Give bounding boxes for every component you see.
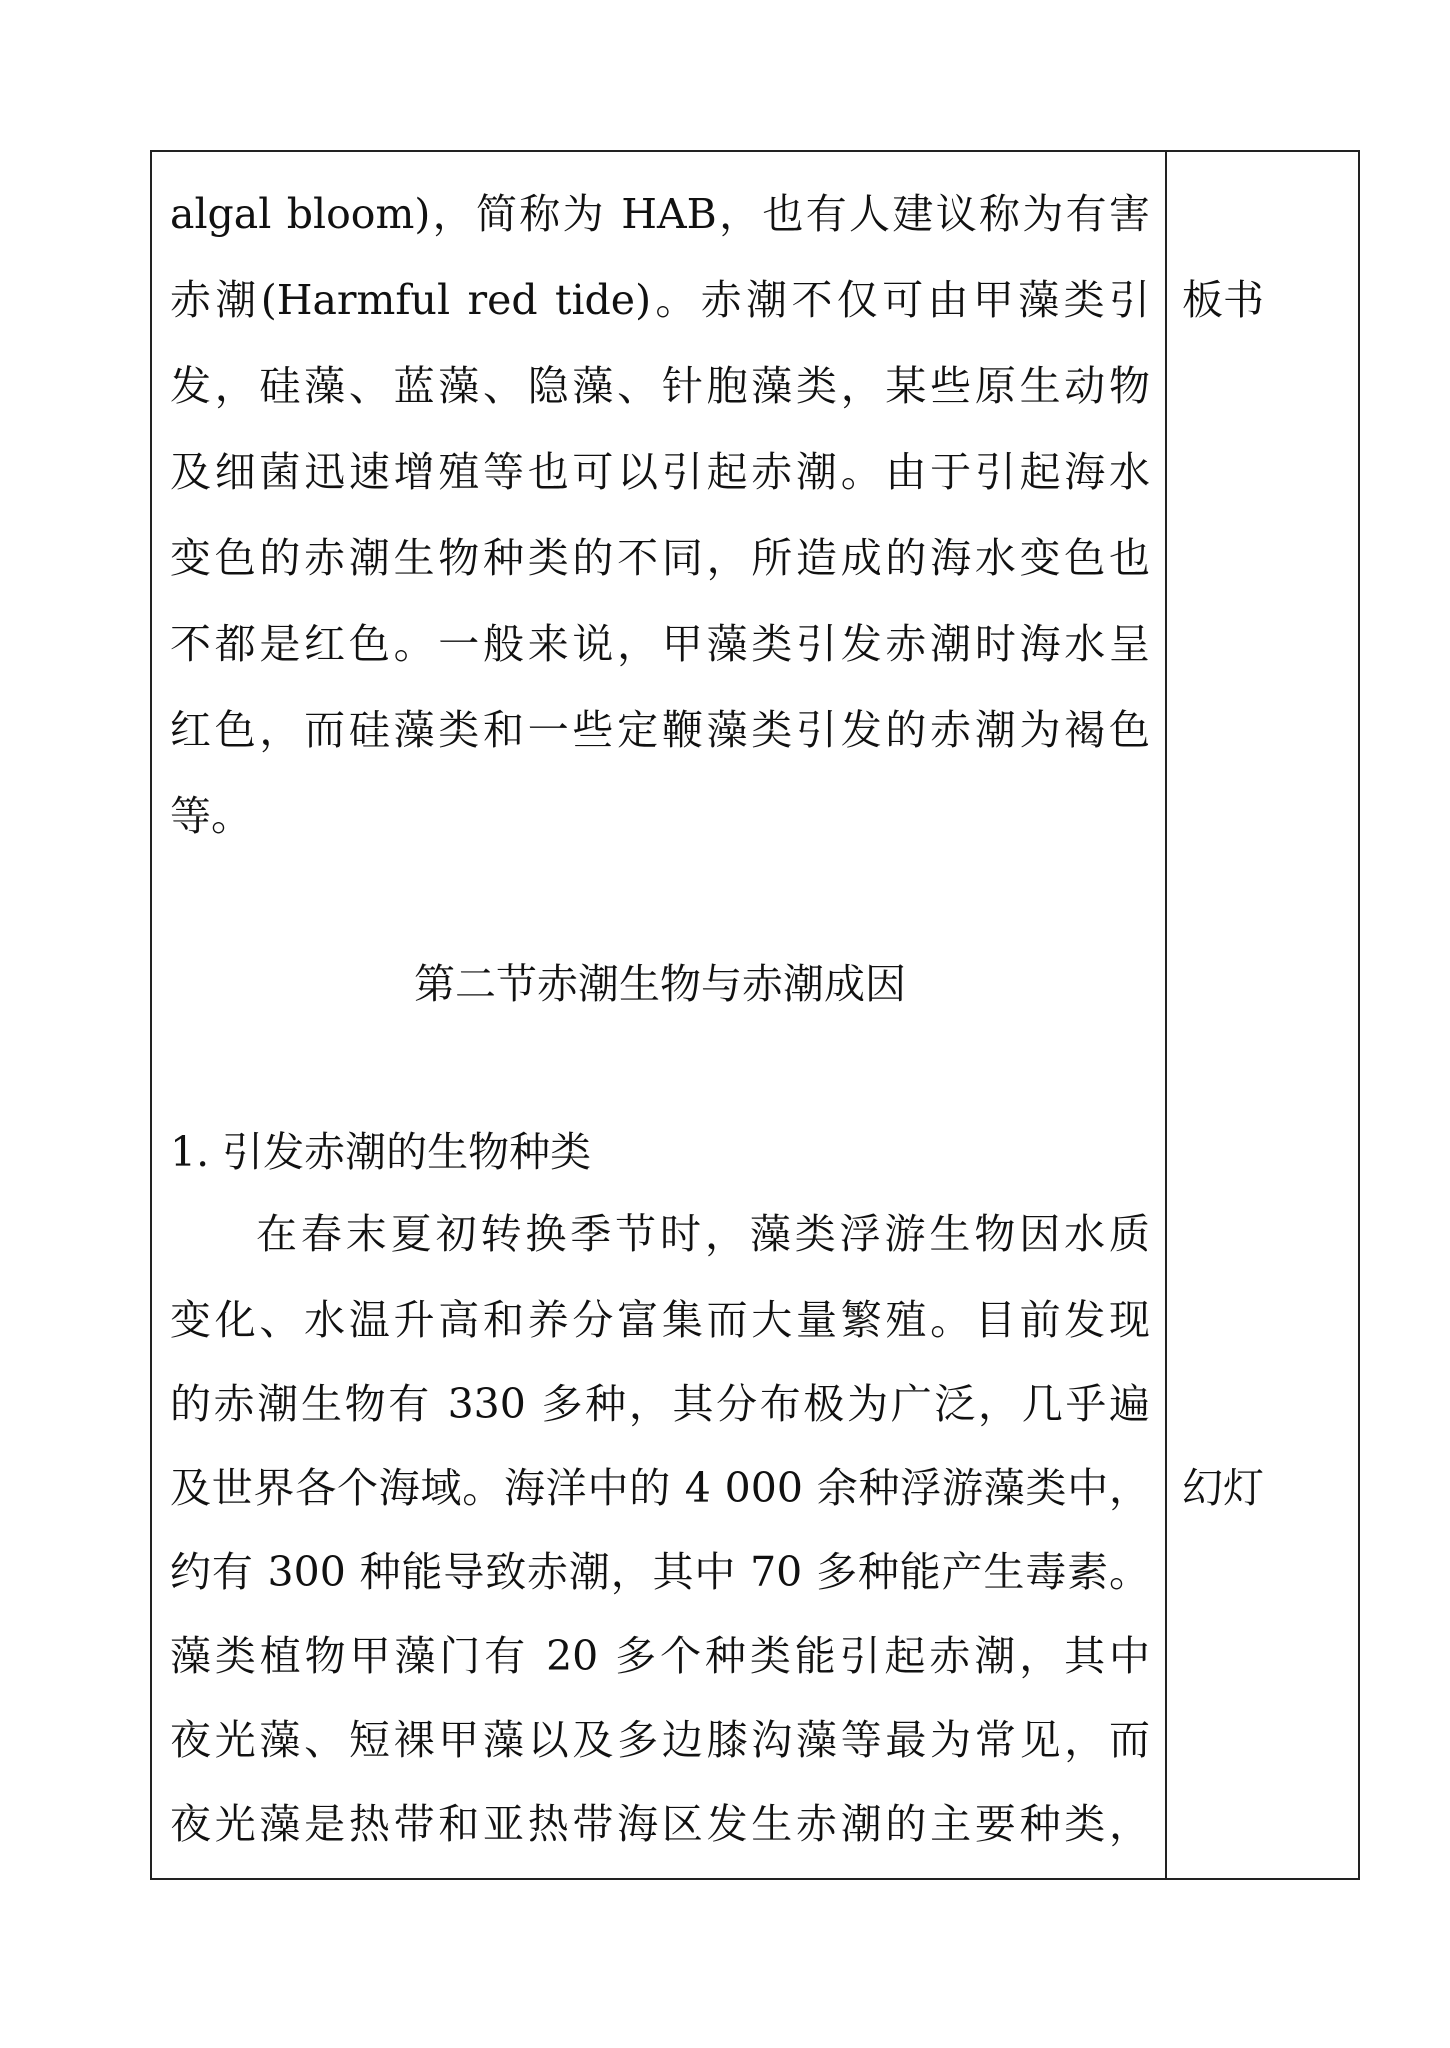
para2-line-5: 约有 300 种能导致赤潮，其中 70 多种能产生毒素。 xyxy=(170,1548,1150,1596)
para1-line-8: 等。 xyxy=(170,792,252,840)
para2-line-8: 夜光藻是热带和亚热带海区发生赤潮的主要种类， xyxy=(170,1800,1150,1848)
section-title: 第二节赤潮生物与赤潮成因 xyxy=(414,960,906,1008)
side-note-blackboard: 板书 xyxy=(1182,276,1264,324)
para1-line-2: 赤潮(Harmful red tide)。赤潮不仅可由甲藻类引 xyxy=(170,276,1150,324)
para2-line-2: 变化、水温升高和养分富集而大量繁殖。目前发现 xyxy=(170,1296,1150,1344)
para1-line-1: algal bloom)，简称为 HAB，也有人建议称为有害 xyxy=(170,190,1150,238)
para2-line-4: 及世界各个海域。海洋中的 4 000 余种浮游藻类中， xyxy=(170,1464,1150,1512)
para2-line-1: 在春末夏初转换季节时，藻类浮游生物因水质 xyxy=(256,1210,1150,1258)
para1-line-4: 及细菌迅速增殖等也可以引起赤潮。由于引起海水 xyxy=(170,448,1150,496)
side-note-slides: 幻灯 xyxy=(1182,1464,1264,1512)
column-divider xyxy=(1165,152,1167,1878)
para1-line-6: 不都是红色。一般来说，甲藻类引发赤潮时海水呈 xyxy=(170,620,1150,668)
para2-line-7: 夜光藻、短裸甲藻以及多边膝沟藻等最为常见，而 xyxy=(170,1716,1150,1764)
para1-line-5: 变色的赤潮生物种类的不同，所造成的海水变色也 xyxy=(170,534,1150,582)
para2-line-6: 藻类植物甲藻门有 20 多个种类能引起赤潮，其中 xyxy=(170,1632,1150,1680)
subsection-title: 1. 引发赤潮的生物种类 xyxy=(170,1128,592,1176)
para1-line-3: 发，硅藻、蓝藻、隐藻、针胞藻类，某些原生动物 xyxy=(170,362,1150,410)
para2-line-3: 的赤潮生物有 330 多种，其分布极为广泛，几乎遍 xyxy=(170,1380,1150,1428)
para1-line-7: 红色，而硅藻类和一些定鞭藻类引发的赤潮为褐色 xyxy=(170,706,1150,754)
lesson-plan-table xyxy=(150,150,1360,1880)
